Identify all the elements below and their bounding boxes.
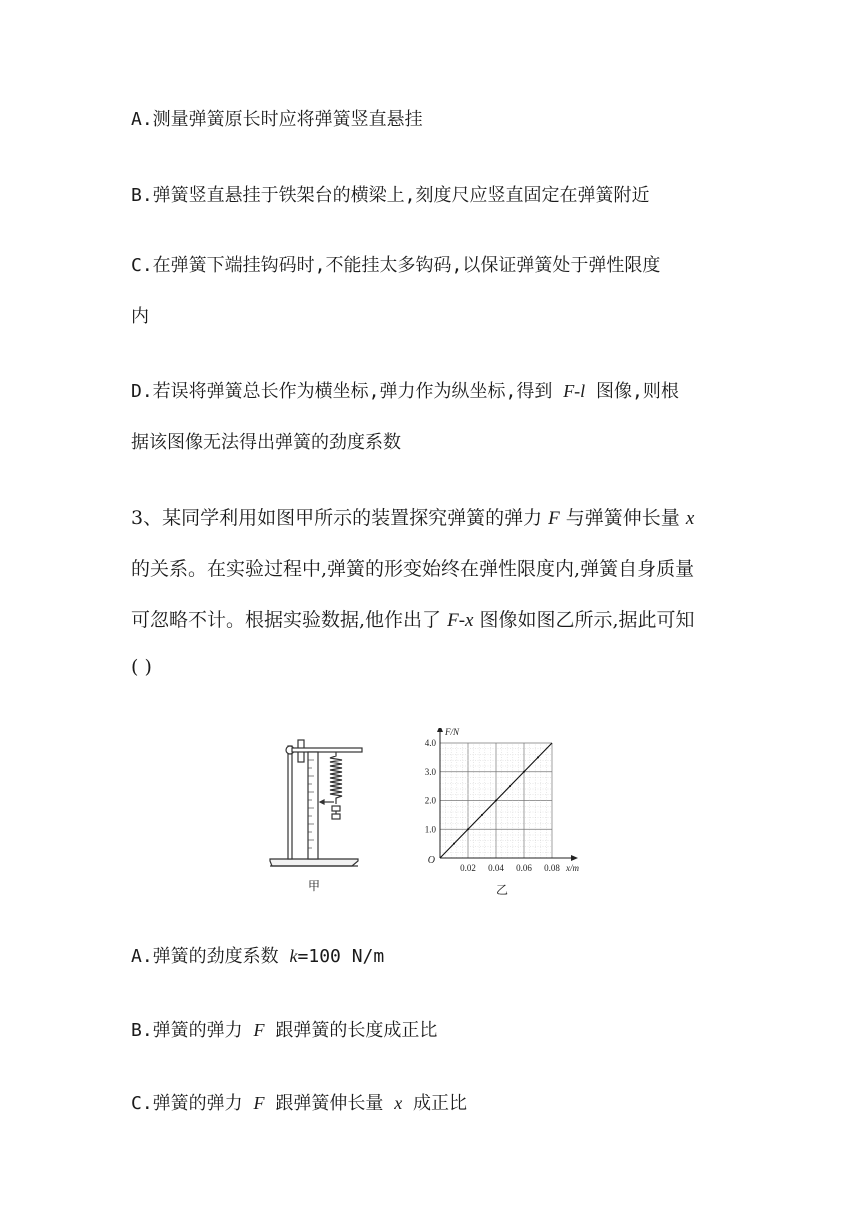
y-axis-arrow bbox=[437, 728, 443, 732]
apparatus-diagram bbox=[270, 740, 362, 866]
q3-option-b-var: F bbox=[253, 1020, 265, 1040]
q3-option-b bbox=[131, 1016, 437, 1042]
y-axis-label: F/N bbox=[445, 728, 460, 737]
y-tick-label: 2.0 bbox=[424, 795, 436, 806]
q3-option-c-text3: 成正比 bbox=[402, 1093, 468, 1114]
data-point bbox=[537, 756, 539, 758]
q3-option-a-text: A.弹簧的劲度系数 bbox=[131, 946, 290, 967]
q2-option-b: B.弹簧竖直悬挂于铁架台的横梁上,刻度尺应竖直固定在弹簧附近 bbox=[131, 185, 650, 206]
q3-stem-text2: 与弹簧伸长量 bbox=[559, 507, 686, 529]
x-tick-label: 0.08 bbox=[544, 863, 560, 873]
q3-answer-blank: ( ) bbox=[131, 656, 152, 678]
y-tick-label: 3.0 bbox=[424, 766, 436, 777]
x-tick-label: 0.06 bbox=[516, 863, 532, 873]
q3-var-Fx: F-x bbox=[447, 610, 474, 631]
q2-option-d bbox=[131, 377, 679, 403]
q3-option-c-var2: x bbox=[394, 1093, 403, 1113]
q2-option-d-text2: 图像,则根 bbox=[585, 381, 679, 402]
q3-option-a bbox=[131, 942, 384, 968]
figure-label-left: 甲 bbox=[308, 879, 321, 893]
origin-label: O bbox=[427, 855, 435, 866]
q2-option-d-text: D.若误将弹簧总长作为横坐标,弹力作为纵坐标,得到 bbox=[131, 381, 564, 402]
data-point bbox=[481, 814, 483, 816]
x-axis-label: x/m bbox=[566, 863, 579, 873]
x-tick-label: 0.04 bbox=[488, 863, 504, 873]
data-point bbox=[509, 785, 511, 787]
q3-stem-text4: 图像如图乙所示,据此可知 bbox=[473, 609, 695, 631]
q3-var-x: x bbox=[685, 508, 695, 529]
q3-option-a-text2: =100 N/m bbox=[297, 946, 385, 967]
q3-stem-text: 3、某同学利用如图甲所示的装置探究弹簧的弹力 bbox=[131, 507, 549, 529]
q3-option-c-var: F bbox=[253, 1093, 265, 1113]
q2-option-a: A.测量弹簧原长时应将弹簧竖直悬挂 bbox=[131, 109, 423, 130]
x-axis-arrow bbox=[571, 855, 578, 861]
q3-option-a-var: k bbox=[289, 946, 298, 966]
q3-stem-text3: 可忽略不计。根据实验数据,他作出了 bbox=[131, 609, 448, 631]
figure-label-right: 乙 bbox=[496, 883, 509, 897]
data-point bbox=[453, 843, 455, 845]
q3-stem-line1 bbox=[131, 503, 694, 530]
data-point bbox=[495, 800, 497, 802]
y-tick-label: 4.0 bbox=[424, 738, 436, 748]
q2-option-c: C.在弹簧下端挂钩码时,不能挂太多钩码,以保证弹簧处于弹性限度 bbox=[131, 255, 661, 276]
q3-stem-line3 bbox=[131, 605, 695, 632]
force-extension-chart bbox=[425, 728, 580, 873]
q2-option-d-var: F-l bbox=[563, 381, 586, 401]
y-tick-label: 1.0 bbox=[424, 824, 436, 835]
x-tick-label: 0.02 bbox=[460, 863, 476, 873]
data-point bbox=[467, 828, 469, 830]
q3-option-b-text2: 跟弹簧的长度成正比 bbox=[264, 1020, 438, 1041]
q3-option-c bbox=[131, 1089, 467, 1115]
data-point bbox=[523, 771, 525, 773]
experiment-figure bbox=[268, 728, 598, 898]
q2-option-c-cont: 内 bbox=[131, 306, 149, 327]
q2-option-d-cont: 据该图像无法得出弹簧的劲度系数 bbox=[131, 432, 401, 453]
q3-option-b-text: B.弹簧的弹力 bbox=[131, 1020, 254, 1041]
q3-stem-line2: 的关系。在实验过程中,弹簧的形变始终在弹性限度内,弹簧自身质量 bbox=[131, 558, 695, 580]
q3-var-F: F bbox=[548, 508, 560, 529]
q3-option-c-text: C.弹簧的弹力 bbox=[131, 1093, 254, 1114]
q3-option-c-text2: 跟弹簧伸长量 bbox=[264, 1093, 395, 1114]
